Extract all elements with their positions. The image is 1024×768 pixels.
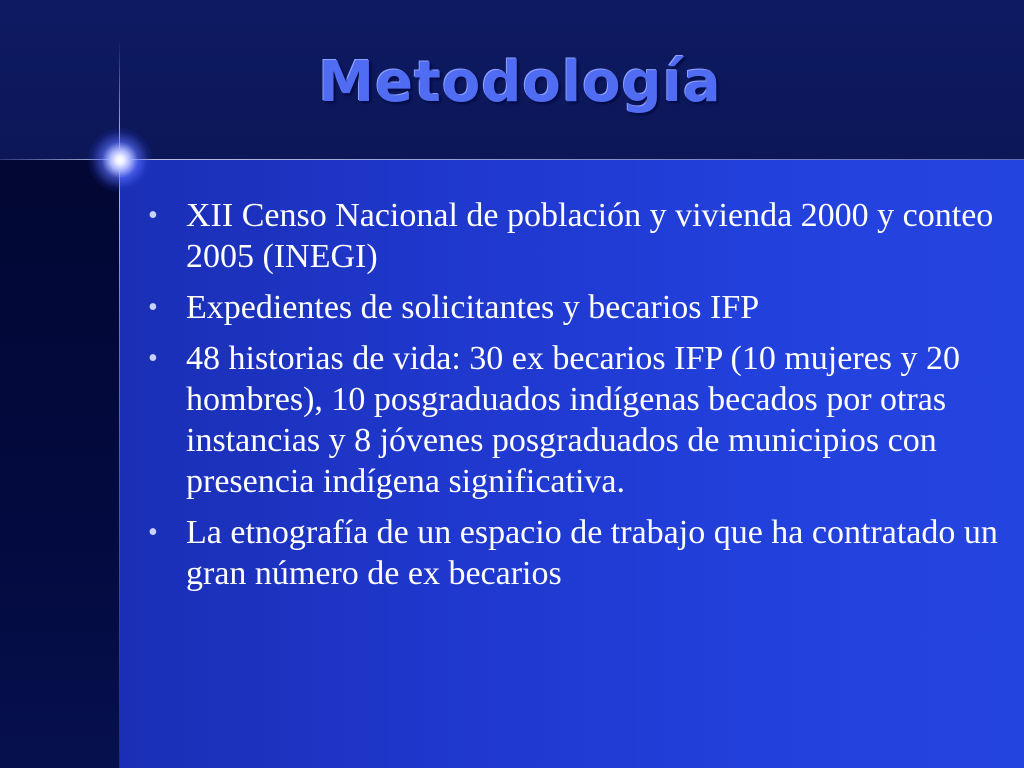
bullet-item xyxy=(148,287,998,328)
bullet-list xyxy=(148,195,998,604)
bullet-icon: • xyxy=(148,200,158,231)
bullet-icon: • xyxy=(148,292,158,323)
horizontal-divider-line xyxy=(0,159,1024,160)
bullet-item xyxy=(148,195,998,277)
bullet-text: La etnografía de un espacio de trabajo que ha contratado un gran número de ex becarios xyxy=(186,514,998,592)
bullet-icon: • xyxy=(148,343,158,374)
bullet-item xyxy=(148,338,998,502)
bullet-text: Expedientes de solicitantes y becarios IFP xyxy=(186,289,760,326)
bullet-item xyxy=(148,512,998,594)
slide-title: Metodología xyxy=(318,50,722,115)
bullet-icon: • xyxy=(148,517,158,548)
bullet-text: 48 historias de vida: 30 ex becarios IFP (10 mujeres y 20 hombres), 10 posgraduados indígenas becados por otras instancias y 8 jóvenes posgraduados de municipios con presencia indígena significativa. xyxy=(186,340,960,500)
bullet-text: XII Censo Nacional de población y vivienda 2000 y conteo 2005 (INEGI) xyxy=(186,197,994,275)
star-glow-icon xyxy=(88,128,152,192)
left-strip xyxy=(0,160,120,768)
